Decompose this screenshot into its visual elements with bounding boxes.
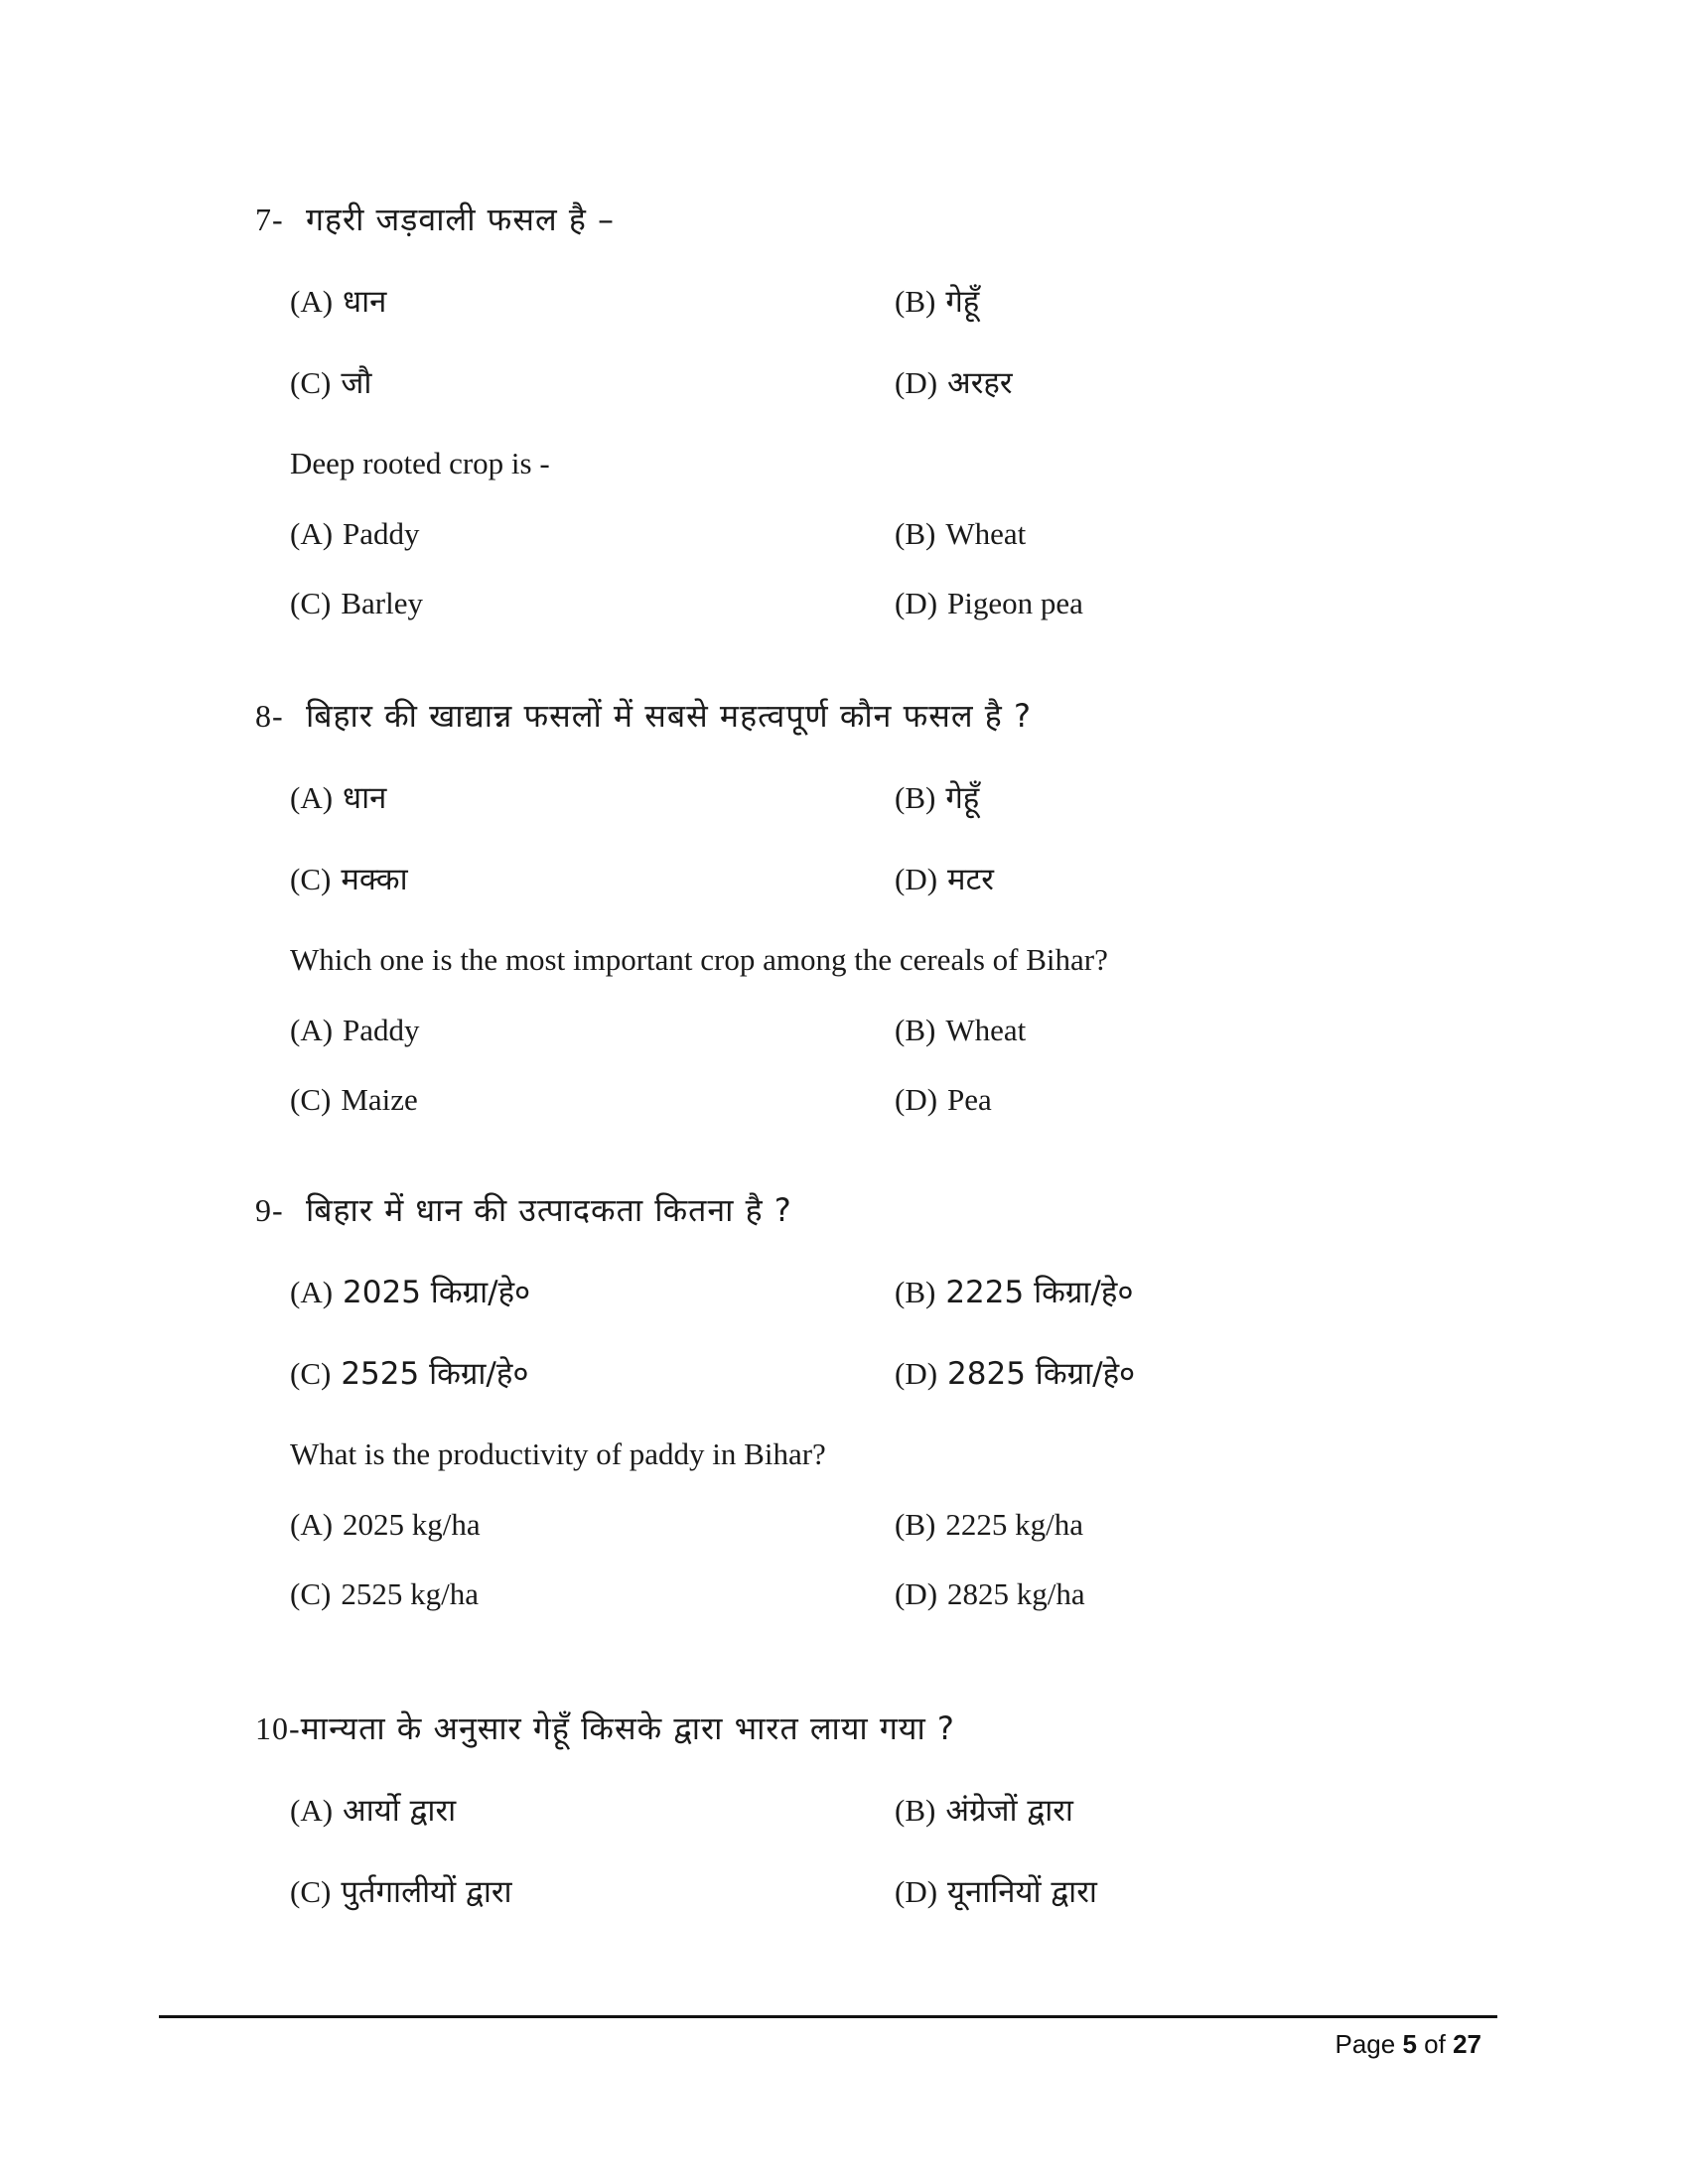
question-text-hindi: बिहार में धान की उत्पादकता कितना है ? bbox=[306, 1191, 792, 1229]
option-c-english: (C) 2525 kg/ha bbox=[290, 1576, 479, 1611]
option-d: (D) अरहर bbox=[895, 365, 1013, 401]
option-c-english: (C) Barley bbox=[290, 586, 423, 620]
question-7-hindi bbox=[255, 199, 1496, 240]
question-number: 8- bbox=[255, 698, 284, 734]
question-text-hindi: गहरी जड़वाली फसल है – bbox=[306, 201, 615, 238]
option-c: (C) जौ bbox=[290, 365, 372, 401]
option-b: (B) 2225 किग्रा/हे० bbox=[895, 1275, 1134, 1310]
option-d: (D) मटर bbox=[895, 862, 994, 897]
option-c: (C) पुर्तगालीयों द्वारा bbox=[290, 1874, 512, 1910]
option-d: (D) यूनानियों द्वारा bbox=[895, 1874, 1097, 1910]
question-text-hindi: बिहार की खाद्यान्न फसलों में सबसे महत्वपूर्ण कौन फसल है ? bbox=[306, 697, 1032, 735]
total-pages: 27 bbox=[1453, 2029, 1481, 2059]
question-text-english: What is the productivity of paddy in Bihar? bbox=[290, 1436, 826, 1471]
current-page: 5 bbox=[1402, 2029, 1417, 2059]
option-b: (B) अंग्रेजों द्वारा bbox=[895, 1793, 1073, 1829]
option-d: (D) 2825 किग्रा/हे० bbox=[895, 1356, 1136, 1392]
option-a-english: (A) Paddy bbox=[290, 1013, 420, 1047]
option-a: (A) 2025 किग्रा/हे० bbox=[290, 1275, 531, 1310]
option-b-english: (B) Wheat bbox=[895, 516, 1027, 551]
english-options bbox=[290, 512, 1283, 651]
english-options bbox=[290, 1503, 1283, 1642]
hindi-options bbox=[290, 776, 1283, 939]
question-9-hindi bbox=[255, 1189, 1496, 1231]
option-c-english: (C) Maize bbox=[290, 1082, 418, 1117]
option-c: (C) मक्का bbox=[290, 862, 408, 897]
question-text-hindi: मान्यता के अनुसार गेहूँ किसके द्वारा भारत लाया गया ? bbox=[300, 1709, 955, 1747]
question-10-hindi bbox=[255, 1707, 1496, 1749]
question-8-hindi bbox=[255, 695, 1496, 737]
footer-divider bbox=[159, 2015, 1497, 2018]
option-a: (A) आर्यो द्वारा bbox=[290, 1793, 457, 1829]
option-d-english: (D) Pea bbox=[895, 1082, 992, 1117]
option-c: (C) 2525 किग्रा/हे० bbox=[290, 1356, 529, 1392]
option-b-english: (B) Wheat bbox=[895, 1013, 1027, 1047]
option-a: (A) धान bbox=[290, 284, 387, 320]
question-7 bbox=[255, 199, 1496, 651]
hindi-options bbox=[290, 1789, 1283, 1952]
option-b: (B) गेहूँ bbox=[895, 780, 980, 816]
question-10 bbox=[255, 1707, 1496, 1952]
hindi-options bbox=[290, 280, 1283, 443]
option-b-english: (B) 2225 kg/ha bbox=[895, 1507, 1083, 1542]
question-number: 9- bbox=[255, 1192, 284, 1228]
question-text-english: Which one is the most important crop among the cereals of Bihar? bbox=[290, 942, 1108, 977]
question-number: 10- bbox=[255, 1710, 301, 1746]
option-a-english: (A) 2025 kg/ha bbox=[290, 1507, 481, 1542]
question-9 bbox=[255, 1189, 1496, 1642]
question-8 bbox=[255, 695, 1496, 1148]
option-a: (A) धान bbox=[290, 780, 387, 816]
hindi-options bbox=[290, 1271, 1283, 1433]
option-d-english: (D) 2825 kg/ha bbox=[895, 1576, 1085, 1611]
option-a-english: (A) Paddy bbox=[290, 516, 420, 551]
question-text-english: Deep rooted crop is - bbox=[290, 446, 550, 480]
question-number: 7- bbox=[255, 202, 284, 237]
of-word: of bbox=[1424, 2029, 1446, 2059]
page-number bbox=[1335, 2027, 1481, 2061]
option-d-english: (D) Pigeon pea bbox=[895, 586, 1083, 620]
page-word: Page bbox=[1335, 2029, 1396, 2059]
english-options bbox=[290, 1009, 1283, 1148]
option-b: (B) गेहूँ bbox=[895, 284, 980, 320]
